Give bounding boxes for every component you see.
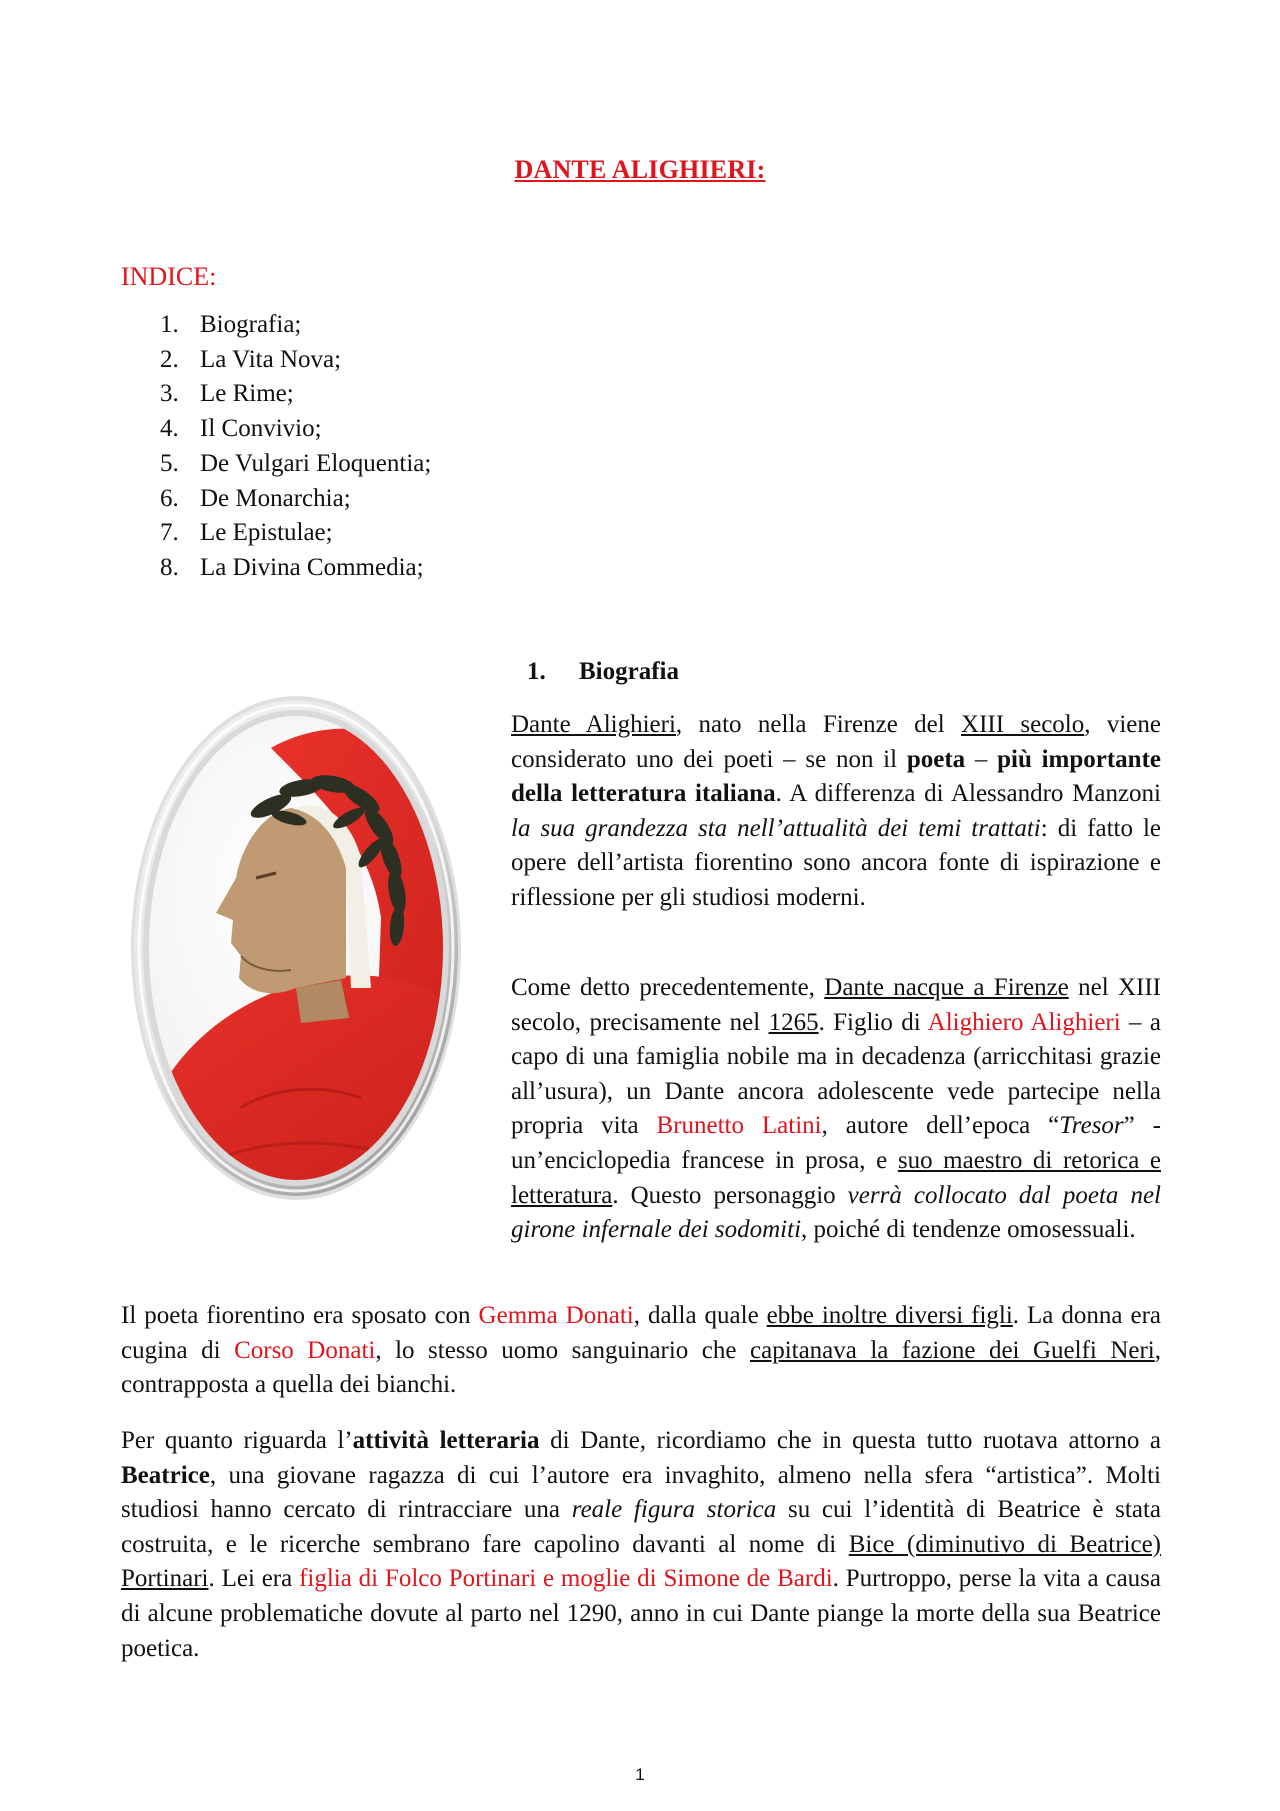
text-span: , poiché di tendenze omosessuali.: [801, 1216, 1136, 1244]
text-span: su cui l’identità di Beatrice è stata costruita, e le ricerche sembrano fare capolino davanti al nome di: [121, 1496, 1161, 1558]
toc-item: [160, 447, 431, 482]
toc-item-label: De Monarchia;: [200, 484, 351, 512]
paragraph-intro: [511, 708, 1161, 916]
toc-item-number: 8.: [160, 553, 179, 581]
text-span: , lo stesso uomo sanguinario che: [375, 1336, 750, 1364]
toc-item-label: La Vita Nova;: [200, 345, 342, 373]
dante-portrait-image: [121, 688, 471, 1208]
toc-item-label: De Vulgari Eloquentia;: [200, 449, 432, 477]
text-span: , nato nella Firenze del: [675, 711, 962, 738]
text-span: Tresor: [1059, 1112, 1124, 1140]
text-span: . Lei era: [208, 1565, 300, 1593]
toc-item-number: 2.: [160, 345, 179, 373]
text-span: . La donna era cugina di: [121, 1302, 1161, 1364]
toc-item-number: 4.: [160, 415, 179, 443]
toc-item-label: La Divina Commedia;: [200, 553, 424, 581]
text-span: –: [965, 745, 998, 773]
text-span: Bice (diminutivo di Beatrice) Portinari: [121, 1530, 1162, 1593]
toc-item: [160, 482, 431, 517]
text-span: reale figura storica: [571, 1496, 777, 1524]
text-span: , autore dell’epoca “: [821, 1112, 1060, 1140]
text-span: Brunetto Latini: [656, 1112, 822, 1140]
text-span: Corso Donati: [234, 1336, 376, 1364]
text-span: nel XIII secolo, precisamente nel: [511, 974, 1161, 1036]
text-span: verrà collocato dal poeta nel girone infernale dei sodomiti: [511, 1181, 1161, 1244]
text-span: Alighiero Alighieri: [927, 1008, 1121, 1036]
section-number: 1.: [527, 658, 546, 685]
text-span: Dante nacque a Firenze: [824, 974, 1069, 1001]
text-span: Come detto precedentemente,: [511, 974, 825, 1001]
paragraph-literary-activity: [121, 1424, 1161, 1666]
section-title: Biografia: [579, 658, 679, 685]
toc-item: [160, 516, 431, 551]
toc-item: [160, 412, 431, 447]
text-span: la sua grandezza sta nell’attualità dei temi trattati: [511, 814, 1041, 842]
text-span: suo maestro di retorica e letteratura: [511, 1146, 1161, 1209]
toc-item-number: 1.: [160, 311, 179, 338]
text-span: ebbe inoltre diversi figli: [766, 1302, 1013, 1329]
text-span: Gemma Donati: [478, 1302, 634, 1329]
toc-item-label: Il Convivio;: [200, 415, 322, 443]
text-span: Il poeta fiorentino era sposato con: [121, 1302, 479, 1329]
toc-item: [160, 377, 431, 412]
text-span: ” - un’enciclopedia francese in prosa, e: [511, 1112, 1162, 1174]
text-span: , contrapposta a quella dei bianchi.: [121, 1336, 1162, 1399]
text-span: figlia di Folco Portinari e moglie di Simone de Bardi: [299, 1565, 833, 1593]
text-span: Beatrice: [121, 1461, 210, 1489]
index-heading: INDICE:: [121, 262, 217, 291]
toc-item: [160, 343, 431, 378]
text-span: XIII secolo: [961, 711, 1085, 738]
toc-item-number: 6.: [160, 484, 179, 512]
toc-item-number: 7.: [160, 519, 179, 547]
text-span: attività letteraria: [352, 1427, 540, 1454]
toc-item: [160, 308, 431, 343]
text-span: più importante della letteratura italiana: [511, 745, 1162, 808]
section-heading-biografia: [527, 658, 679, 686]
document-title: DANTE ALIGHIERI:: [514, 155, 766, 184]
toc-item-number: 5.: [160, 449, 179, 477]
toc-item-label: Biografia;: [200, 311, 302, 338]
text-span: – a capo di una famiglia nobile ma in decadenza (arricchitasi grazie all’usura), un Dante ancora adolescente vede partecipe nella propria vita: [511, 1008, 1161, 1140]
text-span: : di fatto le opere dell’artista fiorentino sono ancora fonte di ispirazione e riflessione per gli studiosi moderni.: [511, 814, 1162, 911]
text-span: capitanava la fazione dei Guelfi Neri: [750, 1336, 1155, 1364]
text-span: Per quanto riguarda l’: [121, 1427, 353, 1454]
text-span: . Questo personaggio: [612, 1181, 848, 1209]
toc-item-label: Le Epistulae;: [200, 519, 333, 547]
text-span: poeta: [906, 745, 966, 773]
text-span: . Purtroppo, perse la vita a causa di alcune problematiche dovute al parto nel 1290, anno in cui Dante piange la morte della sua Beatrice poetica.: [121, 1565, 1161, 1662]
toc-item: [160, 551, 431, 586]
text-span: , dalla quale: [633, 1302, 767, 1329]
table-of-contents: [160, 308, 431, 586]
paragraph-birth: [511, 971, 1161, 1248]
text-span: 1265: [768, 1008, 819, 1036]
toc-item-number: 3.: [160, 380, 179, 408]
text-span: . A differenza di Alessandro Manzoni: [775, 780, 1162, 808]
paragraph-marriage: [121, 1299, 1161, 1403]
text-span: , una giovane ragazza di cui l’autore era invaghito, almeno nella sfera “artistica”. Molti studiosi hanno cercato di rintracciare una: [121, 1461, 1161, 1524]
page-number: 1: [635, 1765, 645, 1784]
text-span: . Figlio di: [818, 1008, 928, 1036]
text-span: Dante Alighieri: [511, 711, 676, 738]
text-span: , viene considerato uno dei poeti – se non il: [511, 711, 1161, 773]
toc-item-label: Le Rime;: [200, 380, 294, 408]
text-span: di Dante, ricordiamo che in questa tutto ruotava attorno a: [539, 1427, 1161, 1454]
